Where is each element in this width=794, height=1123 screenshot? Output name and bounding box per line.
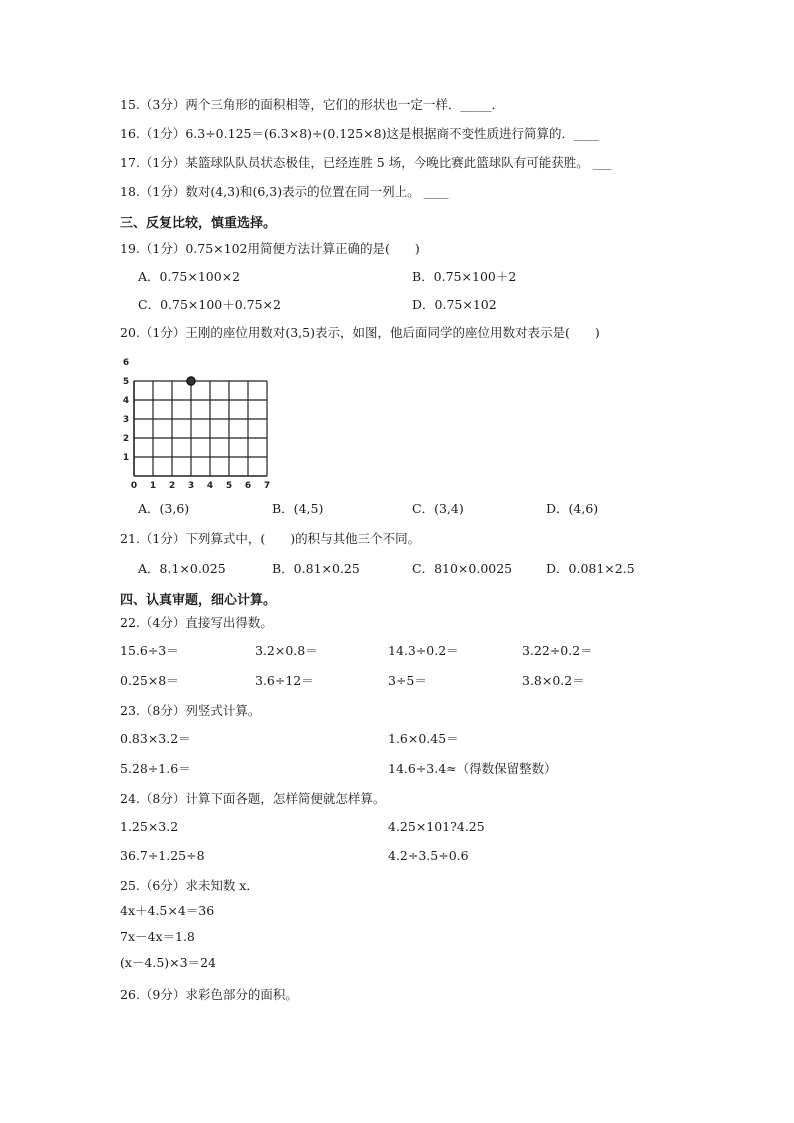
grid-x-label: 7: [263, 481, 271, 490]
grid-x-label: 3: [187, 481, 195, 490]
calc-item: 14.3÷0.2＝: [388, 643, 459, 658]
grid-x-label: 1: [149, 481, 157, 490]
question-20-option-c: C．(3,4): [412, 501, 464, 516]
question-20-option-a: A．(3,6): [138, 501, 190, 516]
question-19-option-c: C．0.75×100＋0.75×2: [138, 297, 281, 312]
calc-item: 4.2÷3.5÷0.6: [388, 848, 469, 863]
seat-point-marker: [187, 377, 195, 385]
grid-x-labels: [131, 481, 270, 490]
question-21-option-a: A．8.1×0.025: [138, 561, 226, 576]
calc-item: 0.25×8＝: [120, 673, 179, 688]
section-4-heading: 四、认真审题，细心计算。: [120, 593, 277, 608]
grid-x-label: 6: [244, 481, 252, 490]
calc-item: 15.6÷3＝: [120, 643, 179, 658]
equation-3: (x－4.5)×3＝24: [120, 955, 217, 970]
question-26-stem: 26.（9分）求彩色部分的面积。: [120, 987, 298, 1002]
calc-item: 5.28÷1.6＝: [120, 761, 191, 776]
calc-item: 3÷5＝: [388, 673, 427, 688]
grid-y-label: 6: [122, 358, 130, 368]
grid-x-label: 5: [225, 481, 233, 490]
question-20-stem: 20.（1分）王刚的座位用数对(3,5)表示，如图，他后面同学的座位用数对表示是( ): [120, 325, 600, 340]
question-18: 18.（1分）数对(4,3)和(6,3)表示的位置在同一列上。 ____: [120, 184, 449, 199]
calc-item: 3.2×0.8＝: [255, 643, 318, 658]
calc-item: 14.6÷3.4≈（得数保留整数）: [388, 761, 557, 776]
grid-x-label: 4: [206, 481, 214, 490]
question-15: 15.（3分）两个三角形的面积相等，它们的形状也一定一样．_____．: [120, 97, 505, 112]
grid-y-label: 4: [122, 396, 130, 406]
question-21-option-d: D．0.081×2.5: [546, 561, 635, 576]
grid-y-label: 1: [122, 453, 130, 463]
calc-item: 3.6÷12＝: [255, 673, 314, 688]
grid-y-label: 5: [122, 377, 130, 387]
question-17: 17.（1分）某篮球队队员状态极佳，已经连胜 5 场，今晚比赛此篮球队有可能获胜。 ___: [120, 155, 612, 170]
calc-item: 4.25×101?4.25: [388, 819, 485, 834]
calc-item: 1.6×0.45＝: [388, 731, 459, 746]
seat-grid-figure: [114, 348, 274, 490]
question-20-option-b: B．(4,5): [272, 501, 324, 516]
grid-x-label: 2: [168, 481, 176, 490]
question-19-option-d: D．0.75×102: [412, 297, 497, 312]
question-21-stem: 21.（1分）下列算式中，( )的积与其他三个不同。: [120, 531, 421, 546]
grid-y-labels: [123, 358, 129, 463]
grid-lines: [134, 381, 267, 476]
seat-point: [187, 377, 195, 385]
question-16: 16.（1分）6.3÷0.125＝(6.3×8)÷(0.125×8)这是根据商不变性质进行简算的．____: [120, 126, 599, 141]
question-19-option-b: B．0.75×100＋2: [412, 269, 517, 284]
question-19-stem: 19.（1分）0.75×102用简便方法计算正确的是( ): [120, 241, 420, 256]
calc-item: 36.7÷1.25÷8: [120, 848, 205, 863]
question-22-stem: 22.（4分）直接写出得数。: [120, 615, 273, 630]
grid-y-label: 2: [122, 434, 130, 444]
question-19-option-a: A．0.75×100×2: [138, 269, 241, 284]
question-20-option-d: D．(4,6): [546, 501, 599, 516]
equation-1: 4x＋4.5×4＝36: [120, 903, 215, 918]
question-23-stem: 23.（8分）列竖式计算。: [120, 703, 261, 718]
question-21-option-b: B．0.81×0.25: [272, 561, 360, 576]
grid-x-label: 0: [130, 481, 138, 490]
question-25-stem: 25.（6分）求未知数 x．: [120, 878, 259, 893]
section-3-heading: 三、反复比较，慎重选择。: [120, 216, 277, 231]
calc-item: 3.22÷0.2＝: [522, 643, 593, 658]
grid-y-label: 3: [122, 415, 130, 425]
calc-item: 0.83×3.2＝: [120, 731, 191, 746]
calc-item: 3.8×0.2＝: [522, 673, 585, 688]
calc-item: 1.25×3.2: [120, 819, 179, 834]
question-24-stem: 24.（8分）计算下面各题，怎样简便就怎样算。: [120, 791, 386, 806]
equation-2: 7x－4x＝1.8: [120, 929, 195, 944]
question-21-option-c: C．810×0.0025: [412, 561, 513, 576]
